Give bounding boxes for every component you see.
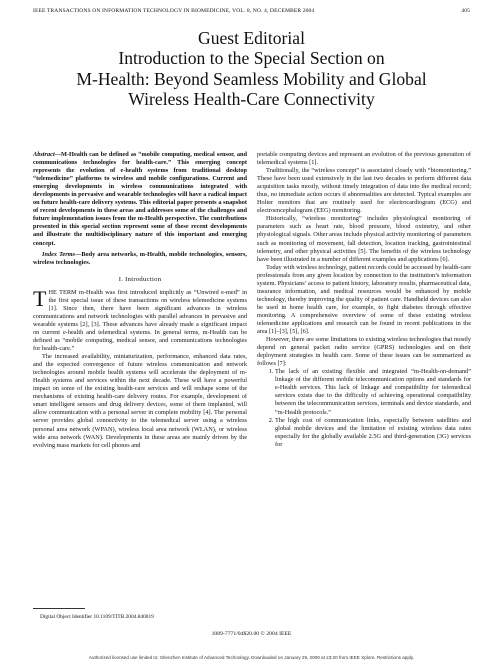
- intro-paragraph-1: [33, 285, 247, 353]
- index-terms-text: —Body area networks, m-Health, mobile technologies, sensors, wireless technologies.: [33, 250, 248, 266]
- page-number: 405: [461, 8, 470, 14]
- right-paragraph-1: portable computing devices and represent an evolution of the previous generation of telemedical systems [1].: [257, 151, 471, 167]
- issn-copyright: 1089-7771/04$20.00 © 2004 IEEE: [211, 631, 292, 637]
- right-paragraph-2: Traditionally, the “wireless concept” is associated closely with “biomonitoring.” These have been used extensively in the last two decades to perform different data acquisition tasks mostly, without timely integration of data into the medical record; thus, no immediate action occurs if abnormalities are detected. Typical examples are Holter monitors that are routinely used for electrocardiogram (ECG) and electroencephalogram (EEG) monitoring.: [257, 167, 471, 215]
- section-heading: I. Introduction: [118, 275, 162, 283]
- footnote-doi: Digital Object Identifier 10.1109/TITB.2004.840019: [40, 614, 154, 620]
- list-item: 2. The high cost of communication links, especially between satellites and global mobile devices and the limitation of existing wireless data rates especially for the globally available 2.5G and third-generation (3G) services for: [275, 417, 471, 449]
- index-terms: [33, 251, 247, 267]
- right-paragraph-4: Today with wireless technology, patient records could be accessed by health-care professionals from any given location by connection to the institution’s information system. Physicians’ access to patient history, laboratory results, pharmaceutical data, insurance information, and medical resources would be enhanced by mobile technology, thereby improving the quality of patient care. Handheld devices can also be used in home health care, for example, to fight diabetes through effective monitoring. A comprehensive overview of some of these existing wireless telemedicine applications and research can be found in recent publications in the area [1]–[3], [5], [6].: [257, 263, 471, 336]
- title-line-4: Wireless Health-Care Connectivity: [128, 89, 375, 110]
- abstract-lead: Abstract: [33, 151, 55, 158]
- right-column: [257, 151, 471, 449]
- right-paragraph-5: However, there are some limitations to existing wireless technologies that mostly depend on general packet radio service (GPRS) technologies and on their deployment strategies in health care. Some of these issues can be summarized as follows [7]:: [257, 336, 471, 368]
- article-title: [20, 28, 483, 110]
- abstract-text: —M-Health can be defined as “mobile computing, medical sensor, and communications technologies for health-care.” This emerging concept represents the evolution of e-health systems from traditional desktop “telemedicine” platforms to wireless and mobile configurations. Current and emerging developments in wireless communications integrated with developments in pervasive and wearable technologies will have a radical impact on future health-care delivery systems. This editorial paper presents a snapshot of recent developments in these areas and addresses some of the challenges and future implementation issues from the m-Health perspective. The contributions presented in this special section represent some of these recent developments and illustrate the multidisciplinary nature of this important and emerging concept.: [33, 151, 247, 247]
- index-terms-lead: Index Terms: [42, 250, 76, 258]
- abstract: [33, 151, 247, 248]
- title-line-2: Introduction to the Special Section on: [118, 48, 385, 69]
- drop-cap: T: [33, 285, 47, 311]
- title-line-1: Guest Editorial: [197, 28, 305, 48]
- right-paragraph-3: Historically, “wireless monitoring” includes physiological monitoring of parameters such as heart rate, blood pressure, blood oximetry, and other physiological signals. Other areas include physical activity monitoring of parameters such as monitoring of movement, fall detection, location tracking, gastrointestinal telemetry, and other physical activities [5]. The benefits of the wireless technology have been illustrated in a number of different examples and applications [6].: [257, 215, 471, 263]
- list-item: 1. The lack of an existing flexible and integrated “m-Health-on-demand” linkage of the different mobile telecommunication options and standards for e-Health services. This lack of linkage and compatibility for telemedical services exists due to the difficulty of achieving operational compatibility between the telecommunication services, terminals and device standards, and “m-Health protocols.”: [275, 368, 471, 416]
- running-head: [33, 8, 470, 14]
- left-column: [33, 151, 247, 450]
- intro-paragraph-1-text: HE TERM m-Health was first introduced implicitly as “Unwired e-med” in the first special issue of these transactions on wireless telemedicine systems [1]. Since then, there have been significant advances in wireless communications and network technologies with parallel advances in pervasive and wearable systems [2], [3]. These advances have already made a significant impact on current e-health and telemedical systems. In general terms, m-Health can be defined as “mobile computing, medical sensor, and communications technologies for health-care.”: [33, 288, 247, 353]
- footnote-rule: [33, 608, 85, 609]
- journal-header: IEEE TRANSACTIONS ON INFORMATION TECHNOLOGY IN BIOMEDICINE, VOL. 8, NO. 4, DECEMBER 2004: [33, 8, 315, 14]
- limitations-list: [257, 368, 471, 448]
- title-line-3: M-Health: Beyond Seamless Mobility and Global: [76, 68, 427, 89]
- intro-paragraph-2: The increased availability, miniaturization, performance, enhanced data rates, and the expected convergence of future wireless communication and network technologies around mobile health systems will accelerate the deployment of m-Health systems and services within the next decade. These will have a powerful impact on some of the existing health-care services and will reshape some of the mechanisms of existing health-care delivery routes. For example, development of smart intelligent sensors and drug delivery devices, some of them implanted, will allow communication with a personal server in complete mobility [4]. The personal server provides global connectivity to the telemedical server using a wireless personal area network (WPAN), wireless local area network (WLAN), or wireless wide area network (WAN). Developments in these areas are mainly driven by the evolving mass markets for cell phones and: [33, 353, 247, 449]
- license-notice: Authorized licensed use limited to: Shenzhen Institute of Advanced Technology. Downloaded on January 29, 2009 at 23:20 from IEEE Xplore. Restrictions apply.: [88, 655, 415, 660]
